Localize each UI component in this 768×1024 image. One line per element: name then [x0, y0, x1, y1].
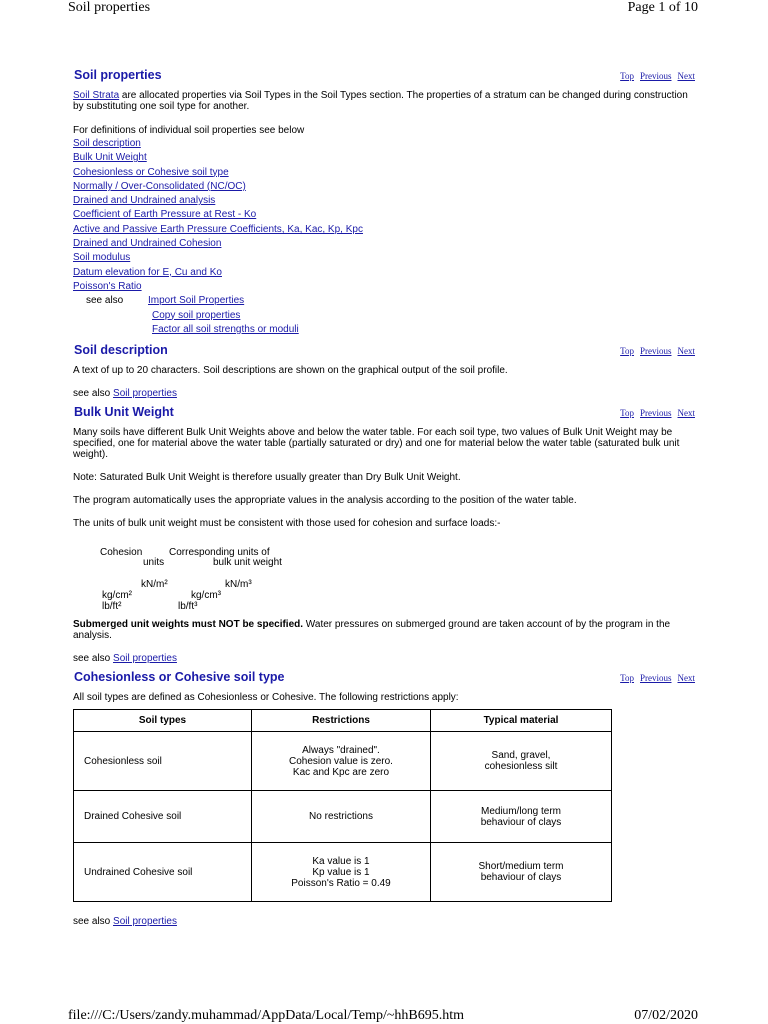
nav-next-link[interactable]: Next: [677, 673, 695, 684]
table-header-cell: Soil types: [74, 710, 252, 732]
units-col2-header: Corresponding units of: [169, 547, 270, 559]
copy-soil-properties-link[interactable]: Copy soil properties: [152, 309, 241, 321]
nav-links: [614, 71, 695, 82]
nav-previous-link[interactable]: Previous: [640, 408, 672, 419]
soil-description-link[interactable]: Soil description: [73, 138, 141, 149]
section-title: Soil description: [74, 343, 168, 358]
nc-oc-link[interactable]: Normally / Over-Consolidated (NC/OC): [73, 180, 246, 192]
intro-paragraph: [73, 90, 695, 112]
units-cell: kN/m²: [141, 579, 168, 591]
table-cell: Always "drained". Cohesion value is zero. Kac and Kpc are zero: [252, 732, 431, 791]
bulk-weight-paragraph-1: Many soils have different Bulk Unit Weights above and below the water table. For each soil type, two values of Bulk Unit Weight may be specified, one for material above the water table (partially saturated or dry) and one for material below the water table (saturated bulk unit weight).: [73, 427, 680, 461]
section-header-soil-description: [73, 343, 695, 361]
nav-top-link[interactable]: Top: [620, 71, 634, 81]
units-cell: lb/ft³: [178, 601, 198, 613]
table-row: [74, 843, 612, 902]
nav-previous-link[interactable]: Previous: [640, 673, 672, 684]
table-cell: Short/medium term behaviour of clays: [431, 843, 612, 902]
table-cell: Medium/long term behaviour of clays: [431, 791, 612, 843]
table-cell: Ka value is 1 Kp value is 1 Poisson's Ratio = 0.49: [252, 843, 431, 902]
nav-previous-link[interactable]: Previous: [640, 346, 672, 357]
poissons-ratio-link[interactable]: Poisson's Ratio: [73, 280, 142, 292]
bulk-weight-paragraph-4: The units of bulk unit weight must be consistent with those used for cohesion and surface loads:-: [73, 518, 501, 530]
print-date: 07/02/2020: [634, 1008, 698, 1023]
nav-top-link[interactable]: Top: [620, 408, 634, 419]
table-cell: Sand, gravel, cohesionless silt: [431, 732, 612, 791]
units-cell: kN/m³: [225, 579, 252, 591]
import-soil-properties-link[interactable]: Import Soil Properties: [148, 295, 245, 307]
section-header-cohesive-type: [73, 670, 695, 688]
see-also-line: see also Soil properties: [73, 916, 177, 928]
nav-next-link[interactable]: Next: [677, 71, 695, 81]
units-cell: kg/cm³: [191, 590, 221, 602]
soil-strata-link[interactable]: Soil Strata: [73, 90, 120, 101]
see-also-label: see also: [86, 295, 124, 307]
section-title: Cohesionless or Cohesive soil type: [74, 670, 285, 685]
see-also-line: see also Soil properties: [73, 653, 177, 665]
section-title: Soil properties: [74, 68, 162, 82]
earth-pressure-coefficients-link[interactable]: Active and Passive Earth Pressure Coefficients, Ka, Kac, Kp, Kpc: [73, 223, 363, 235]
submerged-note-bold: Submerged unit weights must NOT be specified.: [73, 619, 304, 631]
soil-modulus-link[interactable]: Soil modulus: [73, 252, 131, 264]
submerged-note: Submerged unit weights must NOT be specified. Water pressures on submerged ground are taken account of by the program in the analysis.: [73, 619, 671, 642]
datum-elevation-link[interactable]: Datum elevation for E, Cu and Ko: [73, 266, 222, 278]
units-cell: lb/ft²: [102, 601, 122, 613]
table-cell: Cohesionless soil: [74, 732, 252, 791]
table-cell: Drained Cohesive soil: [74, 791, 252, 843]
nav-next-link[interactable]: Next: [677, 346, 695, 357]
nav-previous-link[interactable]: Previous: [640, 71, 672, 81]
units-col1-subheader: units: [143, 557, 165, 569]
drained-undrained-analysis-link[interactable]: Drained and Undrained analysis: [73, 195, 216, 207]
units-col2-subheader: bulk unit weight: [213, 557, 282, 569]
nav-top-link[interactable]: Top: [620, 673, 634, 684]
nav-top-link[interactable]: Top: [620, 346, 634, 357]
section-header-soil-properties: [73, 68, 695, 86]
table-header-cell: Typical material: [431, 710, 612, 732]
table-header-cell: Restrictions: [252, 710, 431, 732]
page-header: [68, 0, 700, 20]
see-also-line: see also Soil properties: [73, 388, 177, 400]
table-row: [74, 791, 612, 843]
page-header-title: Soil properties: [68, 0, 151, 15]
soil-properties-link[interactable]: Soil properties: [113, 388, 177, 400]
drained-undrained-cohesion-link[interactable]: Drained and Undrained Cohesion: [73, 238, 222, 250]
table-row: [74, 732, 612, 791]
nav-links: [614, 346, 695, 357]
units-table: [73, 539, 695, 613]
section-header-bulk-unit-weight: [73, 405, 695, 423]
document-content: [73, 68, 695, 939]
see-also-row: [73, 294, 695, 308]
bulk-weight-paragraph-3: The program automatically uses the appropriate values in the analysis according to the position of the water table.: [73, 495, 577, 507]
soil-properties-link[interactable]: Soil properties: [113, 653, 177, 665]
table-header-row: [74, 710, 612, 732]
cohesive-type-text: All soil types are defined as Cohesionless or Cohesive. The following restrictions apply:: [73, 692, 459, 704]
bulk-weight-paragraph-2: Note: Saturated Bulk Unit Weight is therefore usually greater than Dry Bulk Unit Weight.: [73, 472, 461, 484]
nav-links: [614, 408, 695, 419]
section-title: Bulk Unit Weight: [74, 405, 174, 420]
units-cell: kg/cm²: [102, 590, 132, 602]
nav-next-link[interactable]: Next: [677, 408, 695, 419]
intro-text: are allocated properties via Soil Types in the Soil Types section. The properties of a stratum can be changed during construction by substituting one soil type for another.: [73, 90, 688, 112]
definitions-text: For definitions of individual soil properties see below: [73, 125, 305, 136]
table-cell: Undrained Cohesive soil: [74, 843, 252, 902]
bulk-unit-weight-link[interactable]: Bulk Unit Weight: [73, 152, 147, 164]
soil-description-text: A text of up to 20 characters. Soil descriptions are shown on the graphical output of the soil profile.: [73, 365, 508, 377]
soil-properties-link[interactable]: Soil properties: [113, 916, 177, 928]
soil-types-table: [73, 709, 612, 902]
units-col1-header: Cohesion: [100, 547, 143, 559]
page-number: Page 1 of 10: [627, 0, 698, 15]
property-link-list: [73, 137, 695, 294]
factor-soil-strengths-link[interactable]: Factor all soil strengths or moduli: [152, 323, 299, 335]
nav-links: [614, 673, 695, 684]
ko-link[interactable]: Coefficient of Earth Pressure at Rest - Ko: [73, 209, 257, 221]
table-cell: No restrictions: [252, 791, 431, 843]
file-path: file:///C:/Users/zandy.muhammad/AppData/Local/Temp/~hhB695.htm: [68, 1008, 465, 1023]
cohesive-type-link[interactable]: Cohesionless or Cohesive soil type: [73, 166, 229, 178]
